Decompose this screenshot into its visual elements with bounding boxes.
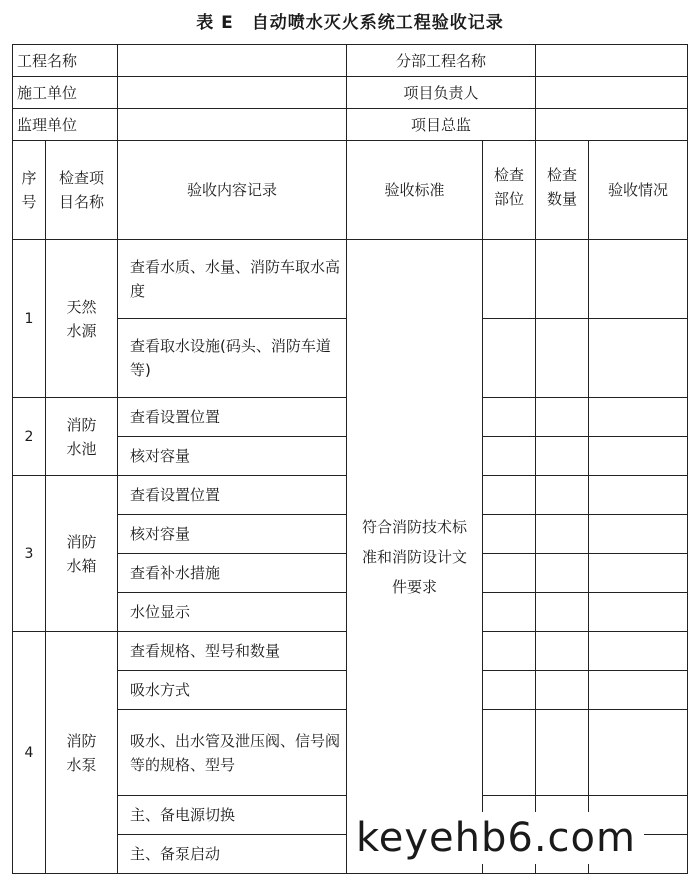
position-cell[interactable] <box>483 398 536 437</box>
result-cell[interactable] <box>589 671 688 710</box>
project-leader-value[interactable] <box>536 77 688 109</box>
item-name-cell: 消防水箱 <box>46 476 118 632</box>
quantity-cell[interactable] <box>536 476 589 515</box>
content-cell: 查看规格、型号和数量 <box>118 632 347 671</box>
col-header-position: 检查部位 <box>483 141 536 240</box>
col-header-result: 验收情况 <box>589 141 688 240</box>
position-cell[interactable] <box>483 710 536 796</box>
project-leader-label: 项目负责人 <box>347 77 536 109</box>
col-header-item: 检查项目名称 <box>46 141 118 240</box>
position-cell[interactable] <box>483 437 536 476</box>
content-cell: 吸水方式 <box>118 671 347 710</box>
position-cell[interactable] <box>483 554 536 593</box>
construction-unit-label: 施工单位 <box>13 77 118 109</box>
position-cell[interactable] <box>483 593 536 632</box>
chief-supervisor-label: 项目总监 <box>347 109 536 141</box>
item-name-cell: 消防水池 <box>46 398 118 476</box>
seq-cell: 4 <box>13 632 46 874</box>
content-cell: 主、备泵启动 <box>118 835 347 874</box>
standard-cell: 符合消防技术标准和消防设计文件要求 <box>347 240 483 874</box>
content-cell: 查看取水设施(码头、消防车道等) <box>118 319 347 398</box>
quantity-cell[interactable] <box>536 671 589 710</box>
watermark-text: keyehb6.com <box>352 812 644 864</box>
chief-supervisor-value[interactable] <box>536 109 688 141</box>
project-name-value[interactable] <box>118 45 347 77</box>
result-cell[interactable] <box>589 437 688 476</box>
col-header-quantity: 检查数量 <box>536 141 589 240</box>
content-cell: 查看补水措施 <box>118 554 347 593</box>
info-row-project <box>13 45 688 77</box>
position-cell[interactable] <box>483 515 536 554</box>
result-cell[interactable] <box>589 710 688 796</box>
col-header-seq: 序号 <box>13 141 46 240</box>
quantity-cell[interactable] <box>536 398 589 437</box>
content-cell: 查看设置位置 <box>118 398 347 437</box>
content-cell: 核对容量 <box>118 515 347 554</box>
item-name-cell: 消防水泵 <box>46 632 118 874</box>
result-cell[interactable] <box>589 593 688 632</box>
seq-cell: 1 <box>13 240 46 398</box>
position-cell[interactable] <box>483 240 536 319</box>
project-name-label: 工程名称 <box>13 45 118 77</box>
sub-project-label: 分部工程名称 <box>347 45 536 77</box>
position-cell[interactable] <box>483 319 536 398</box>
acceptance-record-table <box>12 44 688 874</box>
supervision-unit-label: 监理单位 <box>13 109 118 141</box>
table-title: 自动喷水灭火系统工程验收记录 <box>251 13 504 33</box>
result-cell[interactable] <box>589 319 688 398</box>
quantity-cell[interactable] <box>536 632 589 671</box>
document-title <box>0 8 700 33</box>
table-number: 表 E <box>196 13 234 33</box>
info-row-supervision <box>13 109 688 141</box>
quantity-cell[interactable] <box>536 319 589 398</box>
quantity-cell[interactable] <box>536 554 589 593</box>
sub-project-value[interactable] <box>536 45 688 77</box>
item-name-cell: 天然水源 <box>46 240 118 398</box>
column-header-row <box>13 141 688 240</box>
quantity-cell[interactable] <box>536 437 589 476</box>
content-cell: 主、备电源切换 <box>118 796 347 835</box>
seq-cell: 2 <box>13 398 46 476</box>
table-row <box>13 240 688 319</box>
seq-cell: 3 <box>13 476 46 632</box>
result-cell[interactable] <box>589 554 688 593</box>
position-cell[interactable] <box>483 476 536 515</box>
info-row-construction <box>13 77 688 109</box>
supervision-unit-value[interactable] <box>118 109 347 141</box>
quantity-cell[interactable] <box>536 240 589 319</box>
construction-unit-value[interactable] <box>118 77 347 109</box>
content-cell: 吸水、出水管及泄压阀、信号阀等的规格、型号 <box>118 710 347 796</box>
col-header-standard: 验收标准 <box>347 141 483 240</box>
result-cell[interactable] <box>589 398 688 437</box>
content-cell: 水位显示 <box>118 593 347 632</box>
content-cell: 核对容量 <box>118 437 347 476</box>
result-cell[interactable] <box>589 632 688 671</box>
quantity-cell[interactable] <box>536 593 589 632</box>
result-cell[interactable] <box>589 240 688 319</box>
content-cell: 查看水质、水量、消防车取水高度 <box>118 240 347 319</box>
quantity-cell[interactable] <box>536 710 589 796</box>
quantity-cell[interactable] <box>536 515 589 554</box>
col-header-content: 验收内容记录 <box>118 141 347 240</box>
position-cell[interactable] <box>483 632 536 671</box>
position-cell[interactable] <box>483 671 536 710</box>
content-cell: 查看设置位置 <box>118 476 347 515</box>
result-cell[interactable] <box>589 515 688 554</box>
result-cell[interactable] <box>589 476 688 515</box>
